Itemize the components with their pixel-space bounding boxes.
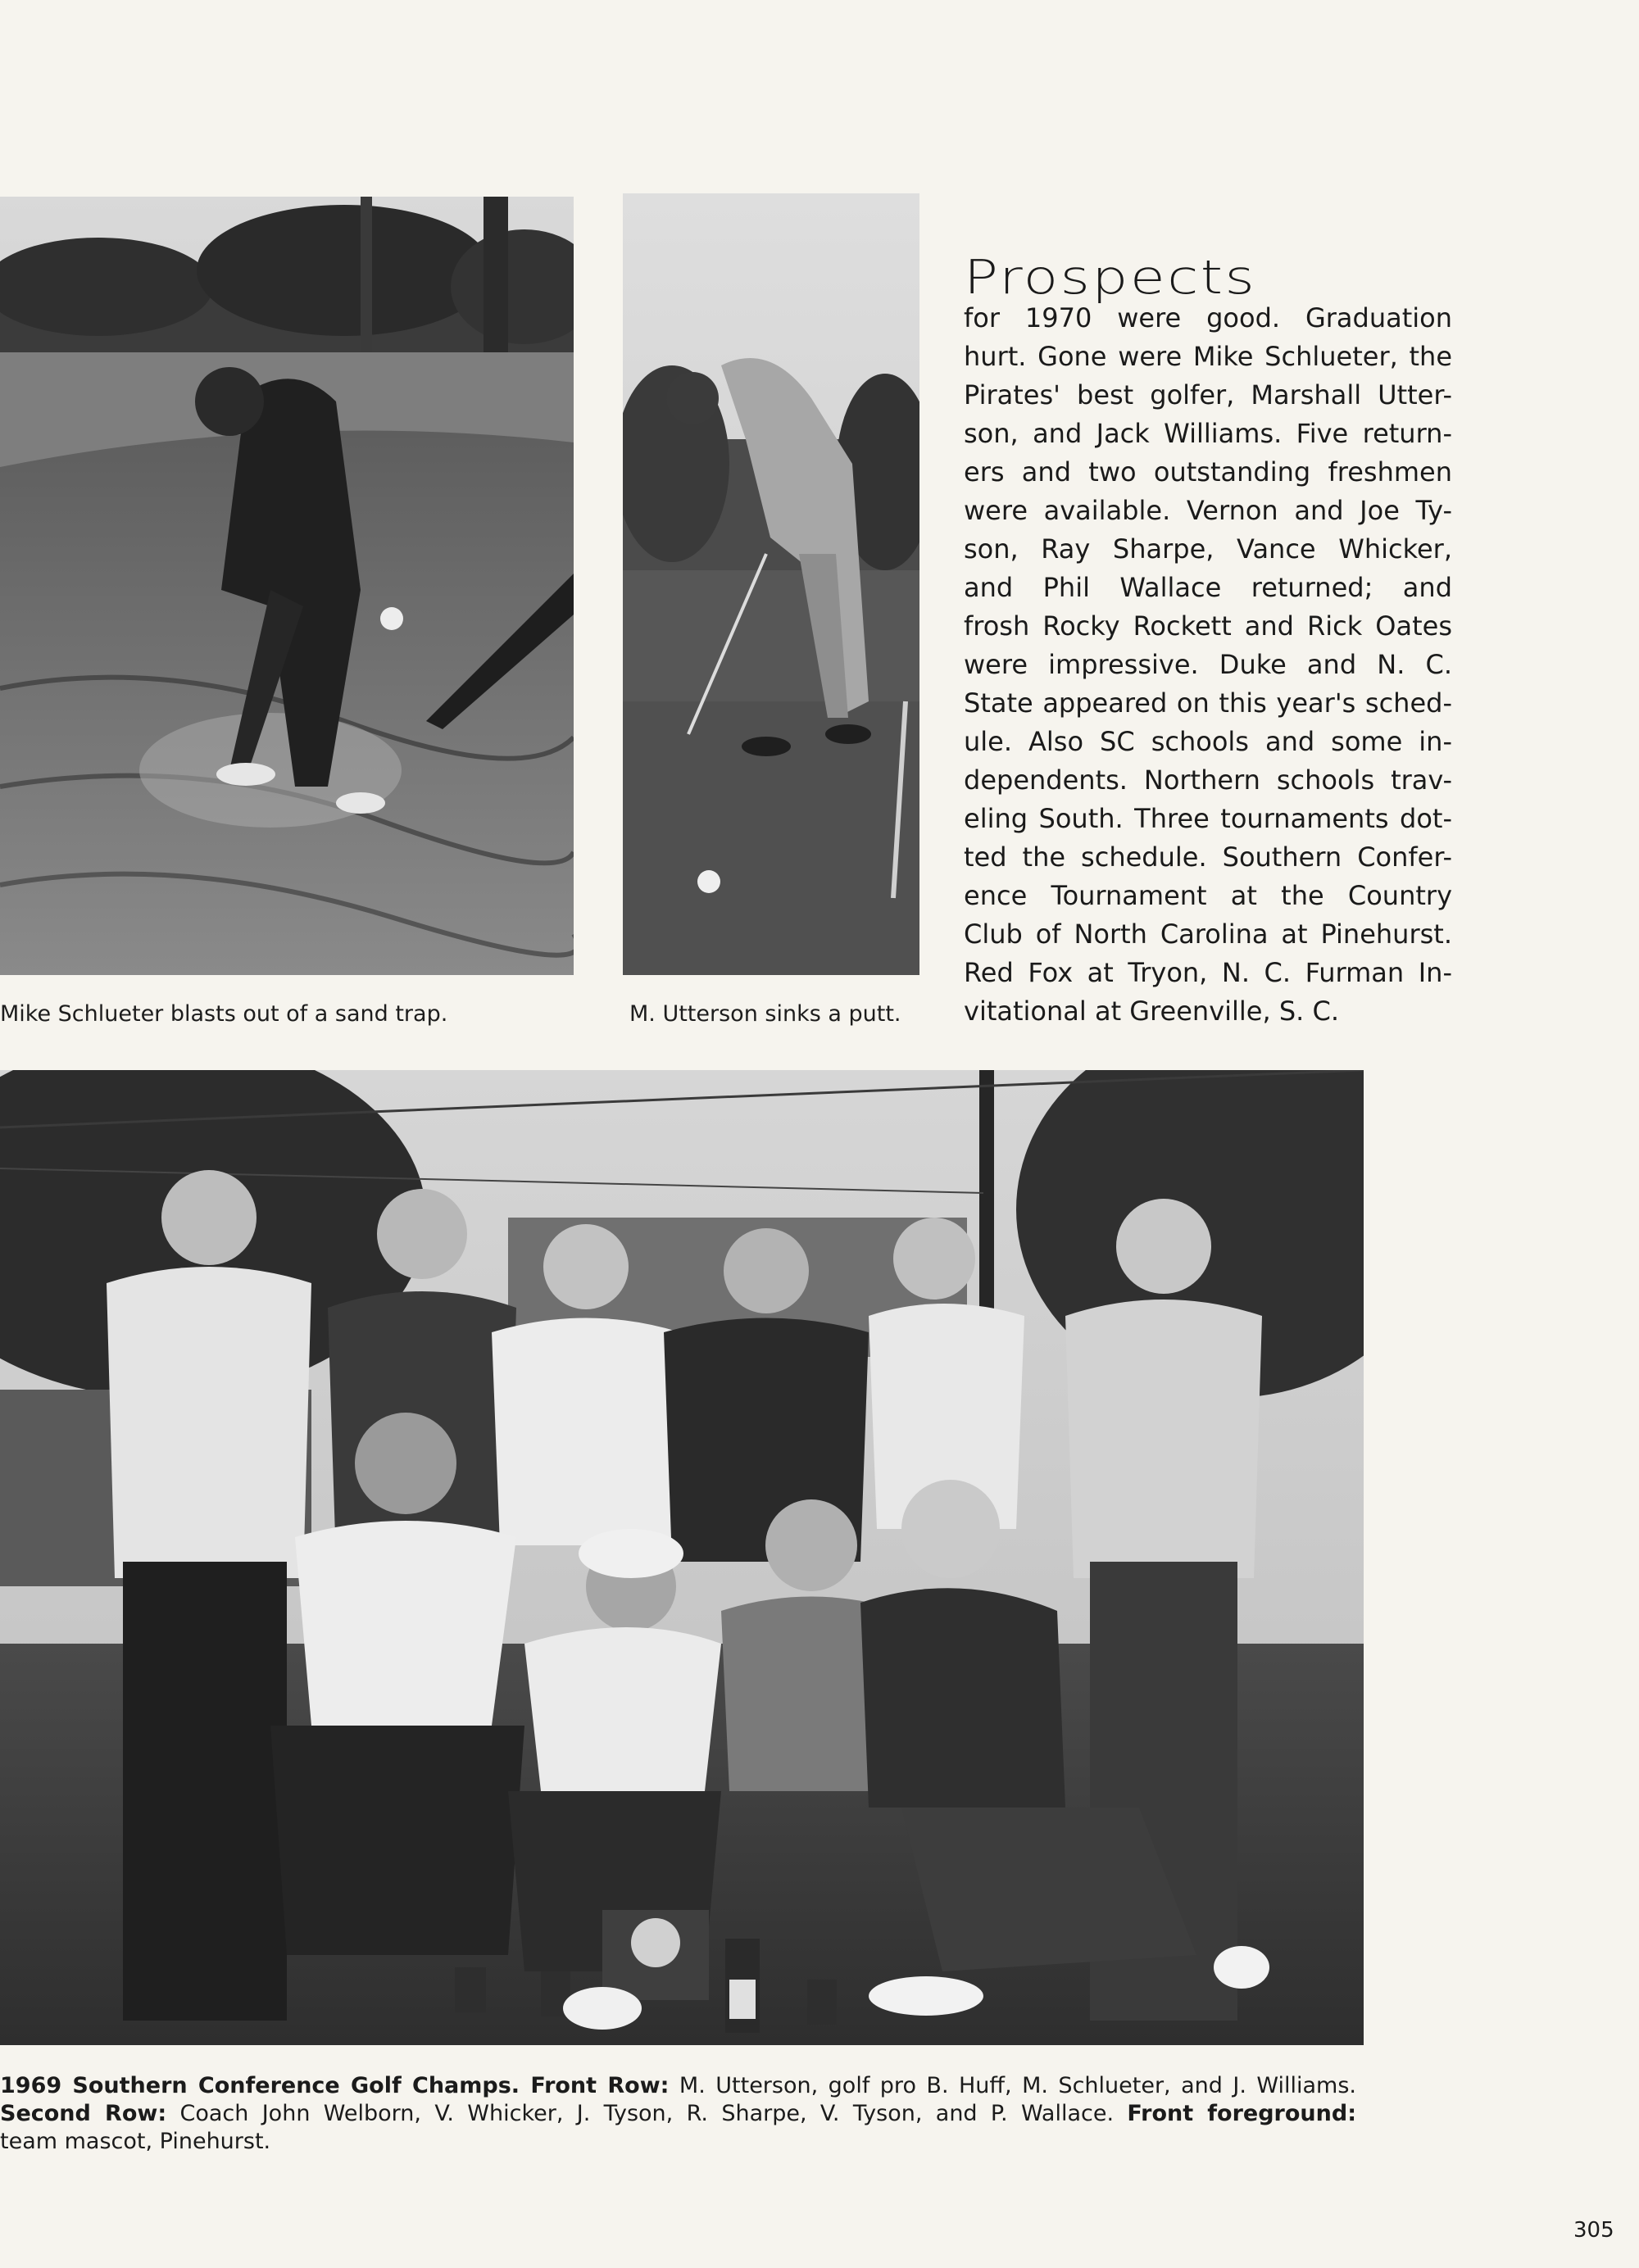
caption-text: Coach John Welborn, V. Whicker, J. Tyson, R. Sharpe, V. Tyson, and P. Wallace. <box>166 2101 1128 2126</box>
putt-caption: M. Utterson sinks a putt. <box>629 1001 901 1027</box>
caption-text: M. Utterson, golf pro B. Huff, M. Schlueter, and J. Williams. <box>669 2073 1356 2098</box>
article-body <box>964 299 1452 1031</box>
caption-label: 1969 Southern Conference Golf Champs. Front Row: <box>0 2073 670 2098</box>
team-caption-line-2 <box>0 2100 1356 2128</box>
article-line: were impressive. Duke and N. C. <box>964 649 1452 680</box>
team-photo <box>0 1070 1364 2045</box>
sand-trap-photo <box>0 197 574 975</box>
team-photo-caption <box>0 2072 1356 2156</box>
sand-trap-photo-graphic <box>0 197 574 975</box>
putt-photo-graphic <box>623 193 919 975</box>
article-line: frosh Rocky Rockett and Rick Oates <box>964 610 1452 642</box>
article-line: dependents. Northern schools trav- <box>964 764 1452 796</box>
page-number: 305 <box>1573 2218 1614 2243</box>
caption-label: Front foreground: <box>1127 2101 1356 2126</box>
article-line: vitational at Greenville, S. C. <box>964 996 1339 1027</box>
caption-label: Second Row: <box>0 2101 167 2126</box>
sand-trap-caption: Mike Schlueter blasts out of a sand trap. <box>0 1001 448 1027</box>
team-caption-line-1 <box>0 2072 1356 2100</box>
article-line: son, Ray Sharpe, Vance Whicker, <box>964 533 1452 565</box>
article-line: hurt. Gone were Mike Schlueter, the <box>964 341 1452 372</box>
article-line: Club of North Carolina at Pinehurst. <box>964 919 1452 950</box>
article-line: ted the schedule. Southern Confer- <box>964 841 1452 873</box>
article-line: and Phil Wallace returned; and <box>964 572 1452 603</box>
article-line: Pirates' best golfer, Marshall Utter- <box>964 379 1452 411</box>
article-line: were available. Vernon and Joe Ty- <box>964 495 1452 526</box>
putt-photo <box>623 193 919 975</box>
article-line: for 1970 were good. Graduation <box>964 302 1452 333</box>
team-caption-line-3: team mascot, Pinehurst. <box>0 2129 271 2154</box>
article-line: Red Fox at Tryon, N. C. Furman In- <box>964 957 1452 988</box>
article-line: son, and Jack Williams. Five return- <box>964 418 1452 449</box>
article-line: ence Tournament at the Country <box>964 880 1452 911</box>
article-line: State appeared on this year's sched- <box>964 687 1452 719</box>
article-line: ule. Also SC schools and some in- <box>964 726 1452 757</box>
article-line: eling South. Three tournaments dot- <box>964 803 1452 834</box>
team-photo-graphic <box>0 1070 1364 2045</box>
article-heading: Prospects <box>964 251 1257 305</box>
article-line: ers and two outstanding freshmen <box>964 456 1452 488</box>
